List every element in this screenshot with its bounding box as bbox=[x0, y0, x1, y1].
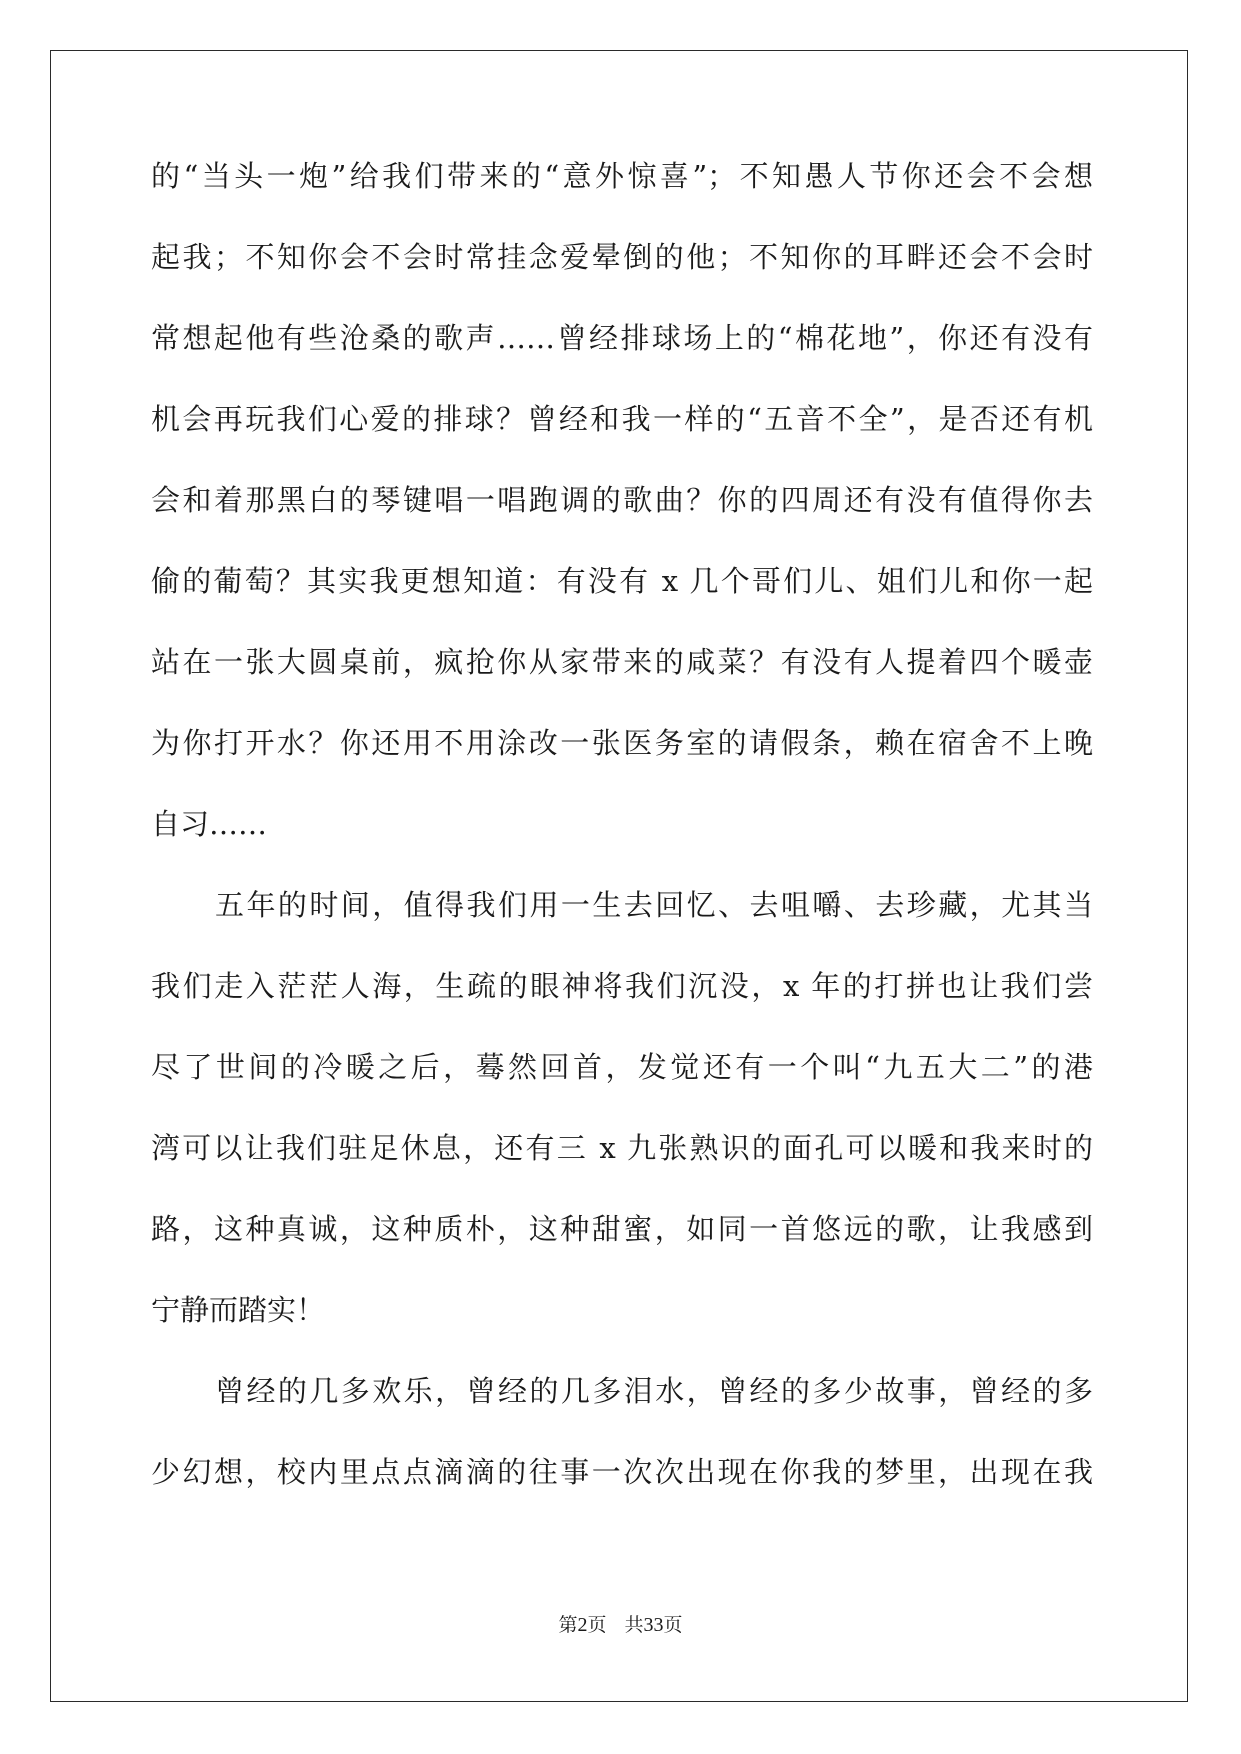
paragraph-1 bbox=[151, 158, 1093, 887]
text-line: 曾经的几多欢乐，曾经的几多泪水，曾经的多少故事，曾经的多 bbox=[215, 1374, 1093, 1408]
text-line: 少幻想，校内里点点滴滴的往事一次次出现在你我的梦里，出现在我 bbox=[151, 1455, 1093, 1489]
total-prefix: 共 bbox=[624, 1614, 644, 1636]
page-footer bbox=[0, 1610, 1241, 1637]
total-suffix: 页 bbox=[663, 1614, 683, 1636]
text-line: 自习…… bbox=[151, 807, 268, 841]
text-line: 为你打开水？你还用不用涂改一张医务室的请假条，赖在宿舍不上晚 bbox=[151, 726, 1093, 760]
total-pages: 33 bbox=[643, 1614, 664, 1636]
paragraph-2 bbox=[151, 887, 1093, 1373]
text-line: 尽了世间的冷暖之后，蓦然回首，发觉还有一个叫“九五大二”的港 bbox=[151, 1050, 1093, 1084]
paragraph-3 bbox=[151, 1373, 1093, 1535]
text-line: 五年的时间，值得我们用一生去回忆、去咀嚼、去珍藏，尤其当 bbox=[215, 888, 1093, 922]
text-line: 起我；不知你会不会时常挂念爱晕倒的他；不知你的耳畔还会不会时 bbox=[151, 240, 1093, 274]
page-number: 2 bbox=[577, 1614, 588, 1636]
text-line: 机会再玩我们心爱的排球？曾经和我一样的“五音不全”，是否还有机 bbox=[151, 402, 1093, 436]
text-line: 路，这种真诚，这种质朴，这种甜蜜，如同一首悠远的歌，让我感到 bbox=[151, 1212, 1093, 1246]
document-body bbox=[151, 158, 1093, 1535]
text-line: 会和着那黑白的琴键唱一唱跑调的歌曲？你的四周还有没有值得你去 bbox=[151, 483, 1093, 517]
text-line: 常想起他有些沧桑的歌声……曾经排球场上的“棉花地”，你还有没有 bbox=[151, 321, 1093, 355]
page-suffix: 页 bbox=[587, 1614, 607, 1636]
text-line: 我们走入茫茫人海，生疏的眼神将我们沉没，x 年的打拼也让我们尝 bbox=[151, 969, 1093, 1003]
page-prefix: 第 bbox=[558, 1614, 578, 1636]
text-line: 湾可以让我们驻足休息，还有三 x 九张熟识的面孔可以暖和我来时的 bbox=[151, 1131, 1093, 1165]
text-line: 偷的葡萄？其实我更想知道：有没有 x 几个哥们儿、姐们儿和你一起 bbox=[151, 564, 1093, 598]
text-line: 宁静而踏实！ bbox=[151, 1293, 326, 1327]
text-line: 的“当头一炮”给我们带来的“意外惊喜”；不知愚人节你还会不会想 bbox=[151, 159, 1093, 193]
text-line: 站在一张大圆桌前，疯抢你从家带来的咸菜？有没有人提着四个暖壶 bbox=[151, 645, 1093, 679]
